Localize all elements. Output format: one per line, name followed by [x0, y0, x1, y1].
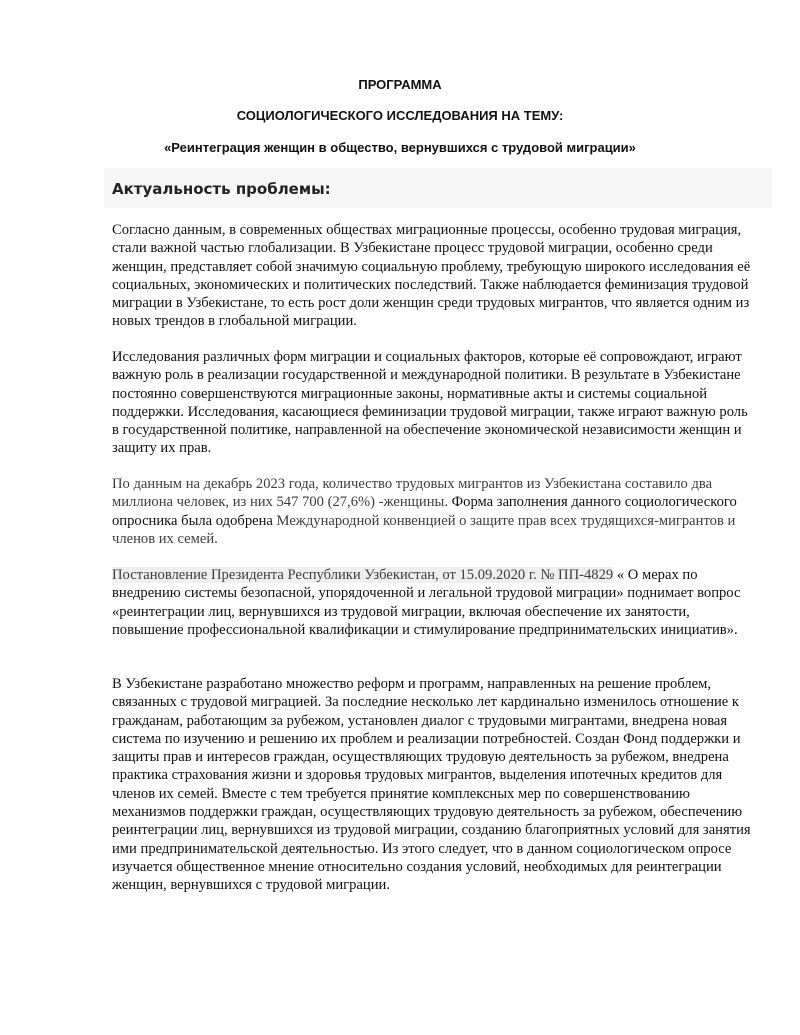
questionnaire-approval-text: Форма заполнения данного социологического опросника была одобрена — [112, 494, 737, 529]
study-subtitle: СОЦИОЛОГИЧЕСКОГО ИССЛЕДОВАНИЯ НА ТЕМУ: — [236, 108, 564, 123]
program-title: ПРОГРАММА — [358, 77, 442, 92]
decree-reference: Постановление Президента Республики Узбекистан, от 15.09.2020 г. № ПП-4829 — [112, 567, 614, 583]
study-topic: «Реинтеграция женщин в общество, вернувшихся с трудовой миграции» — [164, 140, 636, 155]
paragraph-presidential-decree — [112, 566, 752, 639]
paragraph-research-policy: Исследования различных форм миграции и социальных факторов, которые её сопровождают, играют важную роль в реализации государственной и международной политики. В результате в Узбекистане постоянно совершенствуются миграционные законы, нормативные акты и системы социальной поддержки. Исследования, касающиеся феминизации трудовой миграции, также играют важную роль в государственной политике, направленной на обеспечение экономической независимости женщин и защиту их прав. — [112, 349, 748, 457]
decree-description: « О мерах по внедрению системы безопасной, упорядоченной и легальной трудовой миграции» поднимает вопрос «реинтеграции лиц, вернувшихся из трудовой миграции, включая обеспечение их занятости, повышение профессиональной квалификации и стимулирование предпринимательских инициатив». — [112, 567, 741, 638]
paragraph-reforms: В Узбекистане разработано множество реформ и программ, направленных на решение проблем, связанных с трудовой миграцией. За последние несколько лет кардинально изменилось отношение к гражданам, работающим за рубежом, установлен диалог с трудовыми мигрантами, внедрена новая система по изучению и решению их проблем и реализации потребностей. Создан Фонд поддержки и защиты прав и интересов граждан, осуществляющих трудовую деятельность за рубежом, внедрена практика страхования жизни и здоровья трудовых мигрантов, выделения ипотечных кредитов для членов их семей. Вместе с тем требуется принятие комплексных мер по совершенствованию механизмов поддержки граждан, осуществляющих трудовую деятельность за рубежом, обеспечению реинтеграции лиц, вернувшихся из трудовой миграции, созданию благоприятных условий для занятия ими предпринимательской деятельностью. Из этого следует, что в данном социологическом опросе изучается общественное мнение относительно создания условий, необходимых для реинтеграции женщин, вернувшихся с трудовой миграции. — [112, 676, 751, 894]
paragraph-statistics — [112, 475, 752, 548]
convention-reference: Международной конвенцией о защите прав всех трудящихся-мигрантов и членов их семей. — [112, 512, 736, 547]
paragraph-globalization: Согласно данным, в современных обществах миграционные процессы, особенно трудовая миграция, стали важной частью глобализации. В Узбекистане процесс трудовой миграции, особенно среди женщин, представляет собой значимую социальную проблему, требующую широкого исследования её социальных, экономических и политических последствий. Также наблюдается феминизация трудовой миграции в Узбекистане, то есть рост доли женщин среди трудовых мигрантов, что является одним из новых трендов в глобальной миграции. — [112, 222, 751, 330]
statistics-text: По данным на декабрь 2023 года, количество трудовых мигрантов из Узбекистана составило два миллиона человек, из них 547 700 (27,6%) -женщины. — [112, 476, 713, 511]
section-heading: Актуальность проблемы: — [112, 180, 331, 198]
